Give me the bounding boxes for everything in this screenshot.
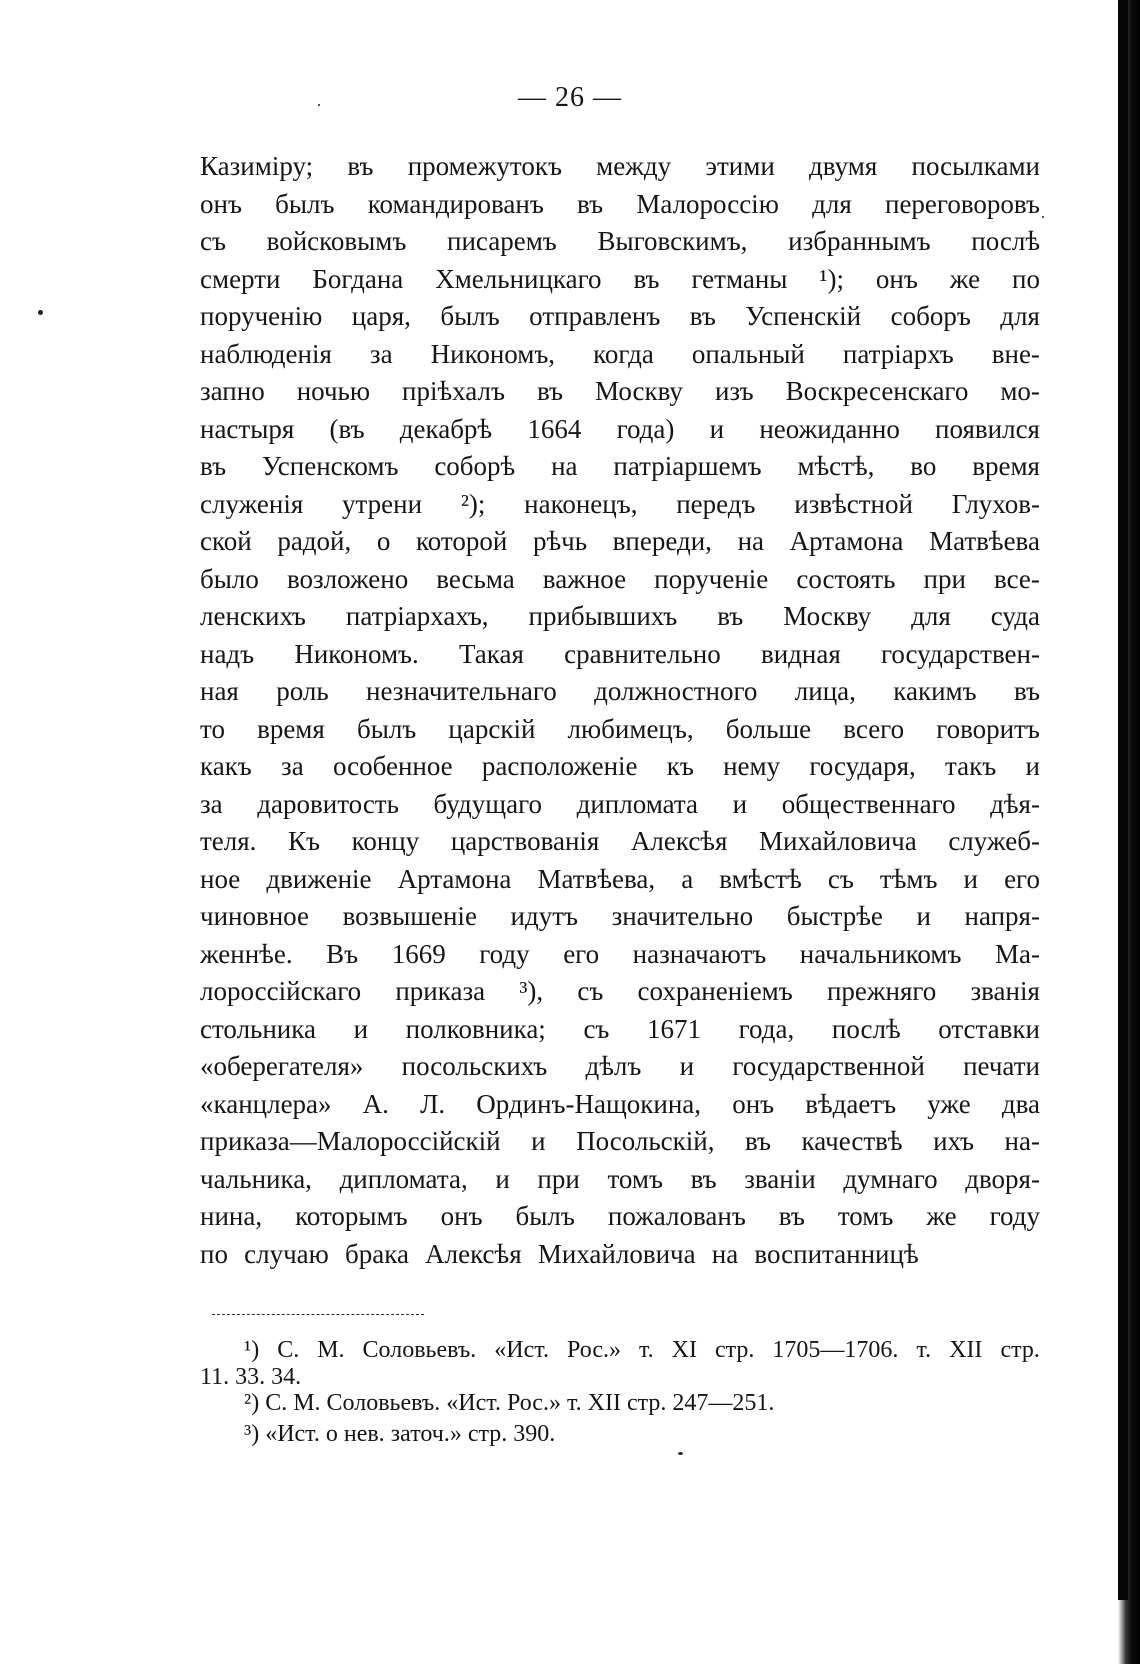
text-line: порученію царя, былъ отправленъ въ Успенскій соборъ для bbox=[200, 301, 1040, 331]
text-line: въ Успенскомъ соборѣ на патріаршемъ мѣстѣ, во время bbox=[200, 451, 1040, 481]
footnote-1: ¹) С. М. Соловьевъ. «Ист. Рос.» т. XI стр. 1705—1706. т. XII стр. bbox=[244, 1337, 1040, 1363]
text-line: было возложено весьма важное порученіе состоять при все- bbox=[200, 563, 1040, 594]
text-line: «канцлера» А. Л. Ординъ-Нащокина, онъ вѣдаетъ уже два bbox=[200, 1088, 1040, 1119]
text-line: съ войсковымъ писаремъ Выговскимъ, избраннымъ послѣ bbox=[200, 226, 1040, 256]
text-line: служенія утрени ²); наконецъ, передъ извѣстной Глухов- bbox=[200, 488, 1040, 519]
scan-speck bbox=[1042, 216, 1044, 218]
footnotes bbox=[200, 1335, 1040, 1450]
page-binding-shadow bbox=[1118, 0, 1128, 1600]
text-line: теля. Къ концу царствованія Алексѣя Михайловича служеб- bbox=[200, 826, 1040, 856]
text-line: какъ за особенное расположеніе къ нему государя, такъ и bbox=[200, 751, 1040, 781]
text-line: нина, которымъ онъ былъ пожалованъ въ томъ же году bbox=[200, 1201, 1040, 1231]
text-line: Казиміру; въ промежутокъ между этими двумя посылками bbox=[200, 151, 1040, 181]
text-line: ная роль незначительнаго должностного лица, какимъ въ bbox=[200, 676, 1040, 706]
text-line: ленскихъ патріархахъ, прибывшихъ въ Москву для суда bbox=[200, 601, 1040, 631]
text-line: настыря (въ декабрѣ 1664 года) и неожиданно появился bbox=[200, 413, 1040, 444]
text-line: приказа—Малороссійскій и Посольскій, въ качествѣ ихъ на- bbox=[200, 1126, 1040, 1156]
text-line: наблюденія за Никономъ, когда опальный патріархъ вне- bbox=[200, 338, 1040, 369]
text-line: лороссійскаго приказа ³), съ сохраненіемъ прежняго званія bbox=[200, 976, 1040, 1006]
scan-speck bbox=[678, 1452, 683, 1455]
text-line: за даровитость будущаго дипломата и общественнаго дѣя- bbox=[200, 788, 1040, 819]
footnote-separator bbox=[212, 1314, 424, 1315]
text-line: то время былъ царскій любимецъ, больше всего говоритъ bbox=[200, 713, 1040, 744]
page-number: — 26 — bbox=[518, 82, 622, 113]
text-line: по случаю брака Алексѣя Михайловича на воспитанницѣ bbox=[200, 1238, 919, 1269]
text-line: запно ночью пріѣхалъ въ Москву изъ Воскресенскаго мо- bbox=[200, 376, 1040, 406]
body-text bbox=[200, 148, 1040, 1273]
text-line: чальника, дипломата, и при томъ въ званіи думнаго дворя- bbox=[200, 1163, 1040, 1194]
text-line: онъ былъ командированъ въ Малороссію для переговоровъ bbox=[200, 188, 1040, 219]
text-line: ской радой, о которой рѣчь впереди, на Артамона Матвѣева bbox=[200, 526, 1040, 556]
text-line: чиновное возвышеніе идутъ значительно быстрѣе и напря- bbox=[200, 901, 1040, 931]
text-line: надъ Никономъ. Такая сравнительно видная государствен- bbox=[200, 638, 1040, 669]
text-line: смерти Богдана Хмельницкаго въ гетманы ¹); онъ же по bbox=[200, 263, 1040, 294]
text-line: женнѣе. Въ 1669 году его назначаютъ начальникомъ Ма- bbox=[200, 938, 1040, 969]
footnote-3: ³) «Ист. о нев. заточ.» стр. 390. bbox=[244, 1421, 556, 1447]
scan-speck bbox=[318, 104, 320, 106]
footnote-1-continuation: 11. 33. 34. bbox=[200, 1364, 302, 1390]
scan-speck bbox=[38, 310, 43, 315]
text-line: стольника и полковника; съ 1671 года, послѣ отставки bbox=[200, 1013, 1040, 1044]
text-line: ное движеніе Артамона Матвѣева, а вмѣстѣ съ тѣмъ и его bbox=[200, 863, 1040, 894]
footnote-2: ²) С. М. Соловьевъ. «Ист. Рос.» т. XII стр. 247—251. bbox=[244, 1390, 775, 1416]
text-line: «оберегателя» посольскихъ дѣлъ и государственной печати bbox=[200, 1051, 1040, 1081]
